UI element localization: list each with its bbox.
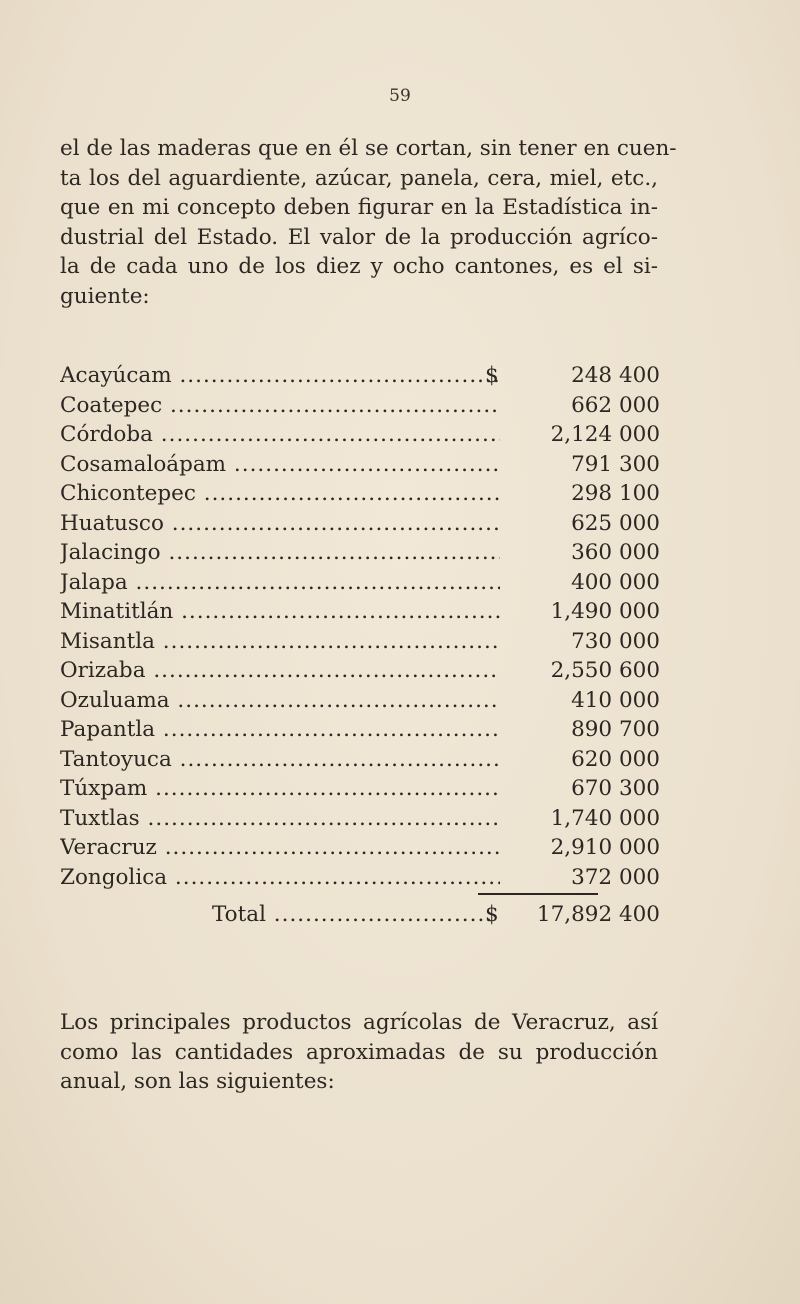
table-row [60,361,660,391]
canton-value: 1,490 000 [550,599,660,624]
canton-value: 2,550 600 [550,658,660,683]
table-row [60,568,660,598]
total-label: Total ..... [212,900,492,930]
canton-value: 400 000 [571,569,660,595]
canton-name: Papantla ..... [60,715,500,745]
table-row [60,745,660,775]
table-row [60,686,660,716]
intro-line: que en mi concepto deben figurar en la Estadística in- [60,195,658,220]
canton-value: 1,740 000 [550,805,660,831]
canton-name: Ozuluama ..... [60,686,500,716]
canton-name: Córdoba ..... [60,420,500,450]
table-row [60,804,660,834]
canton-value: 2,910 000 [550,835,660,860]
table-row [60,774,660,804]
canton-name: Tantoyuca ..... [60,745,500,775]
table-row [60,715,660,745]
intro-line: ta los del aguardiente, azúcar, panela, cera, miel, etc., [60,165,658,191]
table-row [60,538,660,568]
outro-line: como las cantidades aproximadas de su producción [60,1039,658,1065]
currency-symbol: $ [485,902,499,927]
total-value: 17,892 400 [536,902,660,927]
intro-line: guiente: [60,283,150,309]
table-row [60,509,660,539]
intro-line: el de las maderas que en él se cortan, sin tener en cuen- [60,136,677,161]
intro-line: la de cada uno de los diez y ocho cantones, es el si- [60,254,658,279]
table-row [60,627,660,657]
table-row [60,597,660,627]
canton-name: Jalapa ..... [60,568,500,598]
canton-value: 620 000 [571,746,660,772]
canton-value: 670 300 [571,776,660,801]
canton-value: 730 000 [571,628,660,654]
total-row [212,900,660,930]
table-row [60,863,660,893]
page-number: 59 [389,86,411,106]
canton-value: 2,124 000 [550,422,660,447]
canton-value: 410 000 [571,687,660,713]
table-row [60,450,660,480]
table-row [60,391,660,421]
canton-name: Túxpam ..... [60,774,500,804]
canton-name: Misantla ..... [60,627,500,657]
outro-paragraph [60,1008,658,1097]
table-row [60,656,660,686]
outro-line: Los principales productos agrícolas de Veracruz, así [60,1010,658,1035]
intro-line: dustrial del Estado. El valor de la producción agríco- [60,224,658,250]
canton-name: Zongolica ..... [60,863,500,893]
canton-name: Jalacingo ..... [60,538,500,568]
sum-rule [478,893,598,895]
canton-name: Orizaba ..... [60,656,500,686]
canton-name: Cosamaloápam ..... [60,450,500,480]
table-row [60,833,660,863]
canton-value: 360 000 [571,540,660,565]
canton-value: 625 000 [571,510,660,536]
outro-line: anual, son las siguientes: [60,1069,335,1094]
canton-value: 372 000 [571,864,660,890]
canton-value: 890 700 [571,717,660,742]
canton-value-table [60,361,660,892]
currency-symbol: $ [485,363,499,388]
canton-value: 662 000 [571,392,660,418]
canton-name: Chicontepec ..... [60,479,500,509]
canton-name: Minatitlán ..... [60,597,500,627]
canton-value: 248 400 [571,363,660,388]
canton-name: Coatepec ..... [60,391,500,421]
canton-name: Tuxtlas ..... [60,804,500,834]
canton-value: 791 300 [571,451,660,477]
canton-name: Acayúcam ..... [60,361,500,391]
canton-name: Veracruz ..... [60,833,500,863]
table-row [60,479,660,509]
canton-name: Huatusco ..... [60,509,500,539]
intro-paragraph [60,134,677,311]
table-row [60,420,660,450]
canton-value: 298 100 [571,481,660,506]
